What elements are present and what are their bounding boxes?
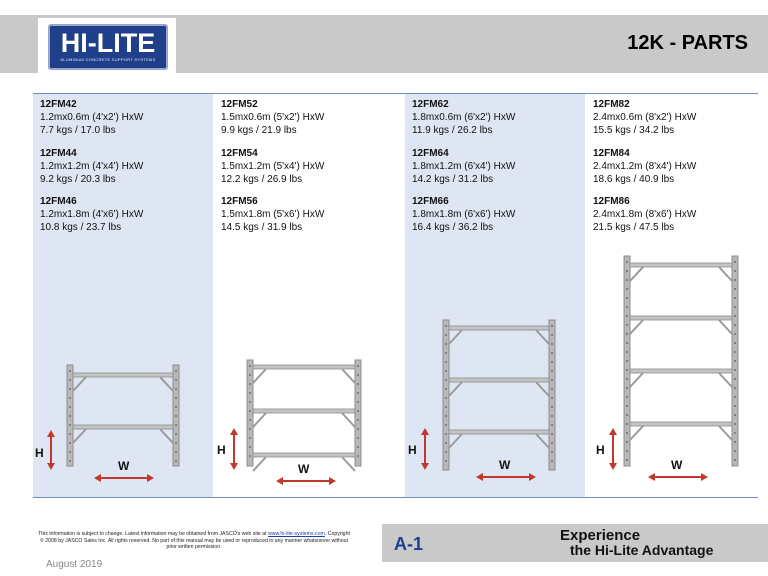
arrow-head (329, 477, 336, 485)
post-hole (734, 333, 736, 335)
frame-brace (719, 267, 732, 281)
post-hole (357, 401, 359, 403)
width-arrow (276, 477, 336, 485)
part-code: 12FM64 (412, 148, 449, 159)
post-hole (734, 315, 736, 317)
post-hole (357, 392, 359, 394)
arrow-head (147, 474, 154, 482)
post-hole (626, 342, 628, 344)
post-hole (626, 396, 628, 398)
height-label: H (35, 446, 44, 460)
part-code: 12FM52 (221, 99, 258, 110)
frame-post (549, 320, 555, 470)
post-hole (734, 360, 736, 362)
part-weight: 9.9 kgs / 21.9 lbs (221, 125, 297, 136)
post-hole (175, 406, 177, 408)
footer-banner (382, 524, 768, 562)
post-hole (175, 379, 177, 381)
post-hole (626, 432, 628, 434)
post-hole (734, 441, 736, 443)
post-hole (357, 374, 359, 376)
part-weight: 9.2 kgs / 20.3 lbs (40, 174, 116, 185)
part-code: 12FM62 (412, 99, 449, 110)
post-hole (551, 442, 553, 444)
post-hole (445, 442, 447, 444)
frame-illustration (624, 256, 738, 466)
post-hole (551, 352, 553, 354)
frame-brace (719, 426, 732, 440)
frame-brace (342, 369, 355, 383)
post-hole (734, 369, 736, 371)
post-hole (551, 388, 553, 390)
post-hole (175, 424, 177, 426)
part-dims: 2.4mx1.8m (8'x6') HxW (593, 209, 697, 220)
post-hole (626, 423, 628, 425)
post-hole (734, 279, 736, 281)
part-dims: 1.5mx1.8m (5'x6') HxW (221, 209, 325, 220)
frame-illustration (443, 320, 555, 470)
part-dims: 2.4mx0.6m (8'x2') HxW (593, 112, 697, 123)
frame-crossbar (449, 326, 549, 330)
frame-crossbar (449, 378, 549, 382)
post-hole (626, 279, 628, 281)
part-code: 12FM84 (593, 148, 630, 159)
part-dims: 2.4mx1.2m (8'x4') HxW (593, 161, 697, 172)
post-hole (357, 410, 359, 412)
frame-brace (630, 320, 643, 334)
post-hole (734, 351, 736, 353)
post-hole (445, 460, 447, 462)
post-hole (734, 306, 736, 308)
frame-brace (253, 413, 266, 427)
frame-illustration (247, 360, 361, 471)
post-hole (551, 433, 553, 435)
height-label: H (217, 443, 226, 457)
post-hole (626, 261, 628, 263)
arrow-head (421, 428, 429, 435)
frame-brace (630, 426, 643, 440)
post-hole (734, 324, 736, 326)
post-hole (249, 365, 251, 367)
frame-brace (719, 320, 732, 334)
frame-post (443, 320, 449, 470)
post-hole (734, 342, 736, 344)
post-hole (445, 352, 447, 354)
arrow-head (276, 477, 283, 485)
post-hole (626, 351, 628, 353)
width-arrow (648, 473, 708, 481)
post-hole (734, 414, 736, 416)
part-weight: 16.4 kgs / 36.2 lbs (412, 222, 494, 233)
height-arrow (47, 430, 55, 470)
frame-brace (630, 373, 643, 387)
frame-illustration (67, 365, 179, 466)
height-label: H (596, 443, 605, 457)
post-hole (445, 361, 447, 363)
part-dims: 1.2mx0.6m (4'x2') HxW (40, 112, 144, 123)
post-hole (551, 325, 553, 327)
part-weight: 11.9 kgs / 26.2 lbs (412, 125, 493, 136)
frame-crossbar (630, 263, 732, 267)
arrow-head (648, 473, 655, 481)
frame-brace (73, 377, 86, 391)
post-hole (357, 365, 359, 367)
arrow-head (47, 463, 55, 470)
post-hole (734, 261, 736, 263)
part-code: 12FM46 (40, 196, 77, 207)
post-hole (357, 446, 359, 448)
frame-crossbar (73, 373, 173, 377)
post-hole (69, 379, 71, 381)
frame-brace (449, 330, 462, 344)
post-hole (175, 433, 177, 435)
footer-date: August 2019 (46, 559, 103, 570)
post-hole (734, 396, 736, 398)
post-hole (626, 288, 628, 290)
frame-crossbar (630, 316, 732, 320)
post-hole (626, 324, 628, 326)
post-hole (357, 419, 359, 421)
post-hole (249, 410, 251, 412)
post-hole (69, 415, 71, 417)
arrow-head (230, 463, 238, 470)
post-hole (626, 297, 628, 299)
post-hole (626, 369, 628, 371)
part-code: 12FM66 (412, 196, 449, 207)
post-hole (445, 379, 447, 381)
arrow-head (476, 473, 483, 481)
post-hole (626, 414, 628, 416)
post-hole (357, 428, 359, 430)
post-hole (69, 370, 71, 372)
post-hole (734, 450, 736, 452)
frame-brace (253, 457, 266, 471)
post-hole (734, 270, 736, 272)
post-hole (175, 415, 177, 417)
frame-brace (536, 434, 549, 448)
post-hole (175, 451, 177, 453)
post-hole (249, 401, 251, 403)
post-hole (551, 334, 553, 336)
part-dims: 1.5mx1.2m (5'x4') HxW (221, 161, 325, 172)
post-hole (445, 388, 447, 390)
arrow-head (609, 428, 617, 435)
post-hole (551, 379, 553, 381)
post-hole (445, 433, 447, 435)
post-hole (551, 415, 553, 417)
tagline-line-1: Experience (560, 527, 641, 544)
part-code: 12FM56 (221, 196, 258, 207)
post-hole (626, 378, 628, 380)
post-hole (445, 415, 447, 417)
frame-brace (449, 382, 462, 396)
arrow-head (701, 473, 708, 481)
frame-brace (253, 369, 266, 383)
frame-brace (536, 382, 549, 396)
post-hole (734, 405, 736, 407)
post-hole (734, 459, 736, 461)
part-weight: 10.8 kgs / 23.7 lbs (40, 222, 122, 233)
part-weight: 18.6 kgs / 40.9 lbs (593, 174, 675, 185)
page-title: 12K - PARTS (627, 32, 748, 54)
height-label: H (408, 443, 417, 457)
post-hole (249, 437, 251, 439)
width-arrow (94, 474, 154, 482)
height-arrow (230, 428, 238, 470)
frame-crossbar (630, 422, 732, 426)
frame-brace (73, 429, 86, 443)
part-dims: 1.2mx1.2m (4'x4') HxW (40, 161, 144, 172)
frame-crossbar (253, 365, 355, 369)
post-hole (357, 437, 359, 439)
frame-crossbar (253, 453, 355, 457)
post-hole (445, 343, 447, 345)
post-hole (551, 424, 553, 426)
arrow-head (94, 474, 101, 482)
post-hole (551, 397, 553, 399)
post-hole (249, 374, 251, 376)
width-label: W (499, 458, 511, 472)
post-hole (734, 288, 736, 290)
post-hole (175, 397, 177, 399)
post-hole (734, 387, 736, 389)
frame-brace (160, 429, 173, 443)
post-hole (69, 397, 71, 399)
post-hole (445, 451, 447, 453)
post-hole (626, 270, 628, 272)
post-hole (626, 450, 628, 452)
post-hole (175, 460, 177, 462)
post-hole (175, 388, 177, 390)
arrow-head (230, 428, 238, 435)
part-weight: 15.5 kgs / 34.2 lbs (593, 125, 675, 136)
post-hole (249, 428, 251, 430)
post-hole (734, 432, 736, 434)
post-hole (551, 451, 553, 453)
logo-text: HI-LITE (60, 28, 156, 58)
post-hole (626, 387, 628, 389)
post-hole (175, 442, 177, 444)
post-hole (626, 315, 628, 317)
logo-subtext: ALUMINUM CONCRETE SUPPORT SYSTEMS (60, 57, 156, 62)
post-hole (734, 297, 736, 299)
post-hole (175, 370, 177, 372)
frame-brace (536, 330, 549, 344)
width-arrow (476, 473, 536, 481)
part-dims: 1.2mx1.8m (4'x6') HxW (40, 209, 144, 220)
frame-crossbar (253, 409, 355, 413)
post-hole (445, 406, 447, 408)
post-hole (249, 455, 251, 457)
arrow-head (421, 463, 429, 470)
post-hole (69, 424, 71, 426)
post-hole (626, 360, 628, 362)
tagline-line-2: the Hi-Lite Advantage (570, 542, 714, 558)
post-hole (249, 392, 251, 394)
width-label: W (118, 459, 130, 473)
note-text: This information is subject to change. Latest information may be obtained from JASCO's web site at (38, 531, 269, 537)
post-hole (626, 306, 628, 308)
post-hole (445, 325, 447, 327)
post-hole (626, 441, 628, 443)
post-hole (551, 343, 553, 345)
arrow-head (529, 473, 536, 481)
frame-brace (160, 377, 173, 391)
post-hole (445, 334, 447, 336)
note-text: . Copyright © 2008 by JASCO Sales Inc. All rights reserved. No part of this manual may be used or reproduced in any manner whatsoever without prior written permission. (39, 531, 350, 551)
part-code: 12FM86 (593, 196, 630, 207)
part-weight: 12.2 kgs / 26.9 lbs (221, 174, 303, 185)
part-dims: 1.8mx1.8m (6'x6') HxW (412, 209, 516, 220)
post-hole (734, 423, 736, 425)
part-weight: 14.5 kgs / 31.9 lbs (221, 222, 303, 233)
part-weight: 14.2 kgs / 31.2 lbs (412, 174, 494, 185)
post-hole (69, 442, 71, 444)
frame-crossbar (73, 425, 173, 429)
post-hole (551, 406, 553, 408)
post-hole (551, 460, 553, 462)
part-code: 12FM54 (221, 148, 258, 159)
frame-brace (719, 373, 732, 387)
post-hole (626, 333, 628, 335)
part-weight: 21.5 kgs / 47.5 lbs (593, 222, 675, 233)
part-dims: 1.8mx0.6m (6'x2') HxW (412, 112, 516, 123)
post-hole (357, 383, 359, 385)
post-hole (445, 397, 447, 399)
part-code: 12FM42 (40, 99, 77, 110)
post-hole (626, 405, 628, 407)
post-hole (69, 460, 71, 462)
copyright-note (38, 531, 350, 551)
post-hole (69, 433, 71, 435)
website-link[interactable]: www.hi-lite-systems.com (268, 531, 325, 537)
post-hole (249, 419, 251, 421)
frame-brace (449, 434, 462, 448)
post-hole (69, 406, 71, 408)
frame-brace (342, 413, 355, 427)
frame-brace (342, 457, 355, 471)
frame-crossbar (630, 369, 732, 373)
post-hole (734, 378, 736, 380)
frame-brace (630, 267, 643, 281)
height-arrow (609, 428, 617, 470)
post-hole (626, 459, 628, 461)
post-hole (445, 424, 447, 426)
frame-crossbar (449, 430, 549, 434)
part-code: 12FM82 (593, 99, 630, 110)
post-hole (69, 451, 71, 453)
post-hole (551, 361, 553, 363)
part-dims: 1.8mx1.2m (6'x4') HxW (412, 161, 516, 172)
post-hole (357, 455, 359, 457)
post-hole (551, 370, 553, 372)
arrow-head (47, 430, 55, 437)
part-dims: 1.5mx0.6m (5'x2') HxW (221, 112, 325, 123)
page-number: A-1 (394, 534, 424, 554)
width-label: W (298, 462, 310, 476)
part-weight: 7.7 kgs / 17.0 lbs (40, 125, 116, 136)
width-label: W (671, 458, 683, 472)
post-hole (445, 370, 447, 372)
arrow-head (609, 463, 617, 470)
post-hole (249, 383, 251, 385)
post-hole (69, 388, 71, 390)
post-hole (249, 446, 251, 448)
part-code: 12FM44 (40, 148, 77, 159)
height-arrow (421, 428, 429, 470)
